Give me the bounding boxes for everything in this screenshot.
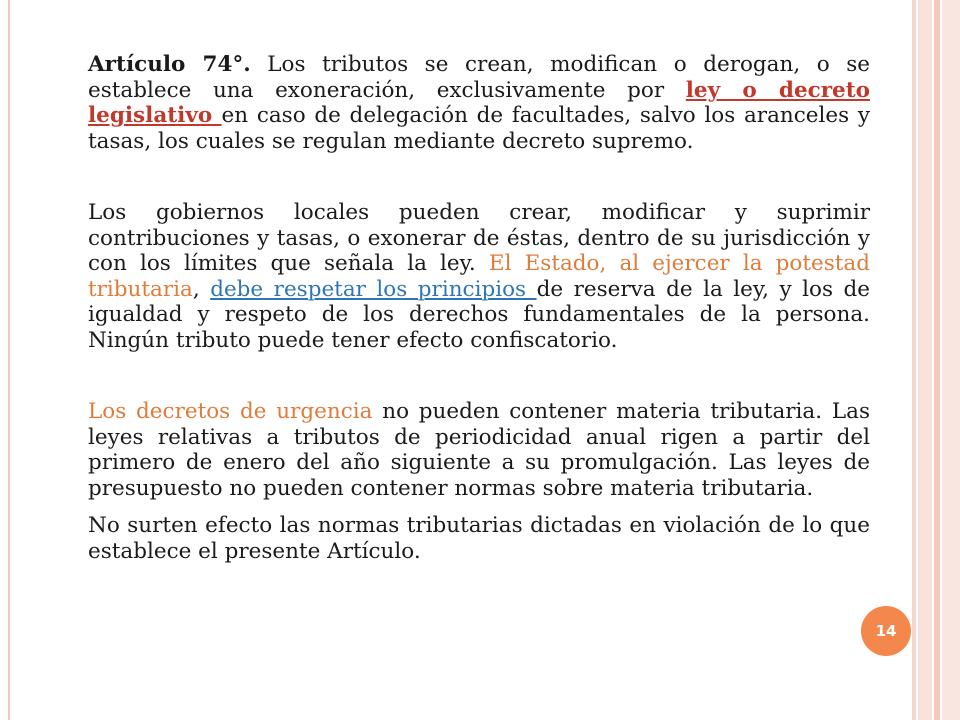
- paragraph-article-74: [88, 52, 870, 154]
- paragraph-text: no pueden contener materia tributaria. Las leyes relativas a tributos de periodicidad anual rigen a partir del primero de enero del año siguiente a su promulgación. Las leyes de presupuesto no pueden contener normas sobre materia tributaria.: [88, 399, 870, 501]
- article-heading: Artículo 74°.: [88, 52, 251, 77]
- right-decorative-stripe: [942, 0, 960, 720]
- paragraph-text: Los gobiernos locales pueden crear, modificar y suprimir contribuciones y tasas, o exonerar de éstas, dentro de su jurisdicción y con los límites que señala la ley.: [88, 200, 870, 276]
- slide-body: [88, 52, 870, 564]
- paragraph-gobiernos-locales: [88, 200, 870, 353]
- paragraph-text: en caso de delegación de facultades, salvo los aranceles y tasas, los cuales se regulan mediante decreto supremo.: [88, 103, 870, 154]
- paragraph-no-surten-efecto: [88, 513, 870, 564]
- page-number-badge: 14: [861, 606, 911, 656]
- debe-respetar-principios-link[interactable]: debe respetar los principios: [210, 276, 537, 302]
- paragraph-text: ,: [192, 276, 211, 302]
- paragraph-decretos-urgencia: [88, 399, 870, 501]
- right-decorative-stripe: [934, 0, 940, 720]
- paragraph-text: Los tributos se crean, modifican o derogan, o se establece una exoneración, exclusivamente por: [88, 52, 871, 103]
- highlighted-phrase: El Estado, al ejercer la potestad tributaria: [88, 251, 870, 302]
- highlighted-phrase: Los decretos de urgencia: [88, 399, 373, 424]
- right-decorative-stripe: [912, 0, 916, 720]
- ley-decreto-legislativo-link[interactable]: ley o decreto legislativo: [88, 77, 871, 128]
- paragraph-text: No surten efecto las normas tributarias dictadas en violación de lo que establece el presente Artículo.: [88, 513, 870, 564]
- paragraph-text: de reserva de la ley, y los de igualdad y respeto de los derechos fundamentales de la persona. Ningún tributo puede tener efecto confiscatorio.: [88, 276, 871, 353]
- left-decorative-rule: [8, 0, 10, 720]
- right-decorative-stripe: [918, 0, 932, 720]
